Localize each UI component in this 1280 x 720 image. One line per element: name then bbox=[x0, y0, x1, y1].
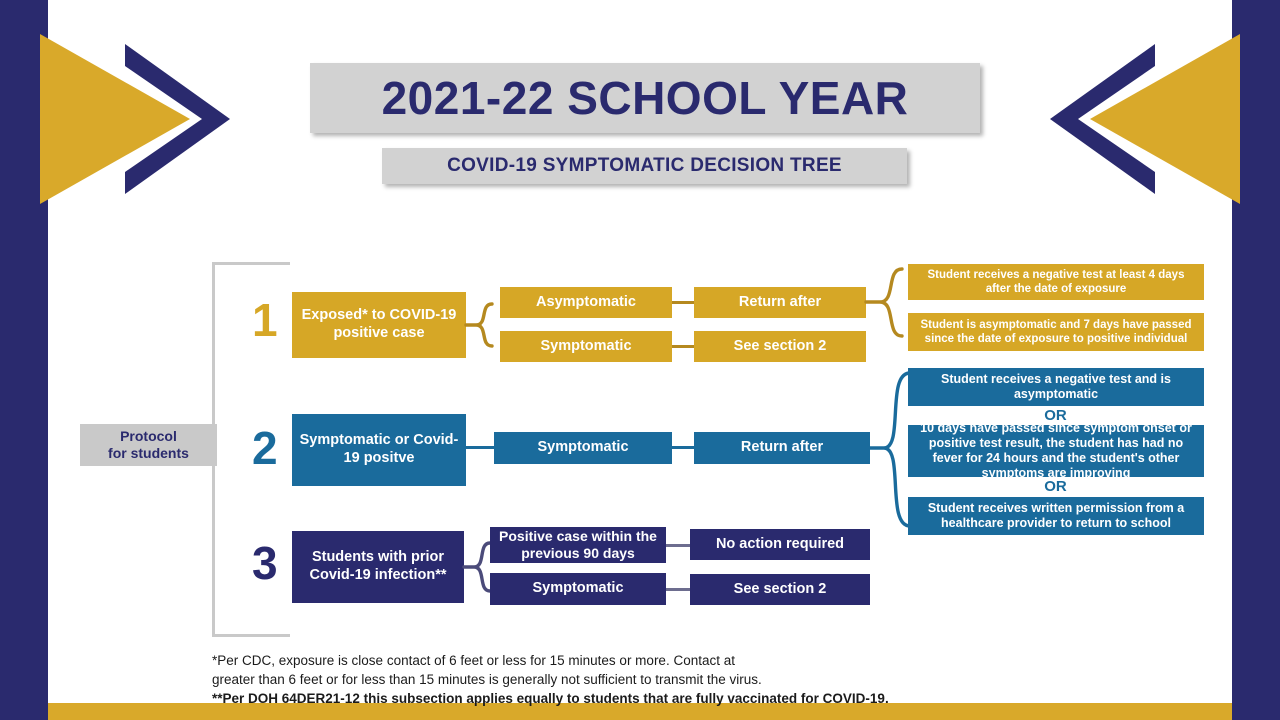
section-1-branch-1-action[interactable]: Return after bbox=[694, 287, 866, 318]
footnote-line-1: *Per CDC, exposure is close contact of 6 feet or less for 15 minutes or more. Contact at bbox=[212, 653, 735, 668]
section-1-branch-2-condition[interactable]: Symptomatic bbox=[500, 331, 672, 362]
page-title bbox=[310, 63, 980, 133]
section-3-number: 3 bbox=[252, 537, 278, 589]
section-3-branch-2-action[interactable]: See section 2 bbox=[690, 574, 870, 605]
section-1-outcome-2[interactable]: Student is asymptomatic and 7 days have passed since the date of exposure to positive individual bbox=[908, 313, 1204, 351]
section-2-outcome-3[interactable]: Student receives written permission from a healthcare provider to return to school bbox=[908, 497, 1204, 535]
section-2-or-separator-1: OR bbox=[1044, 407, 1067, 424]
section-2-outcome-1[interactable]: Student receives a negative test and is asymptomatic bbox=[908, 368, 1204, 406]
section-1-connector-2 bbox=[672, 345, 694, 348]
section-2-or-separator-2: OR bbox=[1044, 478, 1067, 495]
page-subtitle-text: COVID-19 SYMPTOMATIC DECISION TREE bbox=[447, 155, 842, 176]
protocol-label bbox=[80, 424, 217, 466]
section-1-outcome-brace bbox=[866, 264, 914, 359]
section-2-outcome-2[interactable]: 10 days have passed since symptom onset or positive test result, the student has had no fever for 24 hours and the student's other symptoms are improving bbox=[908, 425, 1204, 477]
section-2-number: 2 bbox=[252, 422, 278, 474]
right-chevron-decoration bbox=[1010, 24, 1240, 214]
protocol-label-line2: for students bbox=[108, 445, 189, 461]
section-1-number: 1 bbox=[252, 294, 278, 346]
section-1-connector-1 bbox=[672, 301, 694, 304]
section-1-trigger[interactable]: Exposed* to COVID-19 positive case bbox=[292, 292, 466, 358]
footnotes bbox=[212, 651, 1032, 708]
footnote-line-2: greater than 6 feet or for less than 15 minutes is generally not sufficient to transmit the virus. bbox=[212, 672, 762, 688]
section-1-branch-1-condition[interactable]: Asymptomatic bbox=[500, 287, 672, 318]
section-2-branch-action[interactable]: Return after bbox=[694, 432, 870, 464]
section-3-branch-1-condition[interactable]: Positive case within the previous 90 days bbox=[490, 527, 666, 563]
section-3-trigger[interactable]: Students with prior Covid-19 infection** bbox=[292, 531, 464, 603]
section-2-trigger[interactable]: Symptomatic or Covid-19 positve bbox=[292, 414, 466, 486]
protocol-bracket bbox=[212, 262, 290, 637]
section-3-connector-2 bbox=[666, 588, 690, 591]
section-1-outcome-1[interactable]: Student receives a negative test at least 4 days after the date of exposure bbox=[908, 264, 1204, 300]
section-3-branch-2-condition[interactable]: Symptomatic bbox=[490, 573, 666, 605]
section-2-branch-condition[interactable]: Symptomatic bbox=[494, 432, 672, 464]
left-chevron-decoration bbox=[40, 24, 270, 214]
section-2-connector-1 bbox=[466, 446, 494, 449]
page-subtitle bbox=[382, 148, 907, 184]
protocol-label-line1: Protocol bbox=[120, 428, 177, 445]
page-title-text: 2021-22 SCHOOL YEAR bbox=[381, 72, 909, 124]
section-2-connector-2 bbox=[672, 446, 694, 449]
section-3-branch-1-action[interactable]: No action required bbox=[690, 529, 870, 560]
section-3-connector-1 bbox=[666, 544, 690, 547]
footnote-line-3: **Per DOH 64DER21-12 this subsection applies equally to students that are fully vaccinated for COVID-19. bbox=[212, 691, 889, 707]
section-1-branch-2-action[interactable]: See section 2 bbox=[694, 331, 866, 362]
